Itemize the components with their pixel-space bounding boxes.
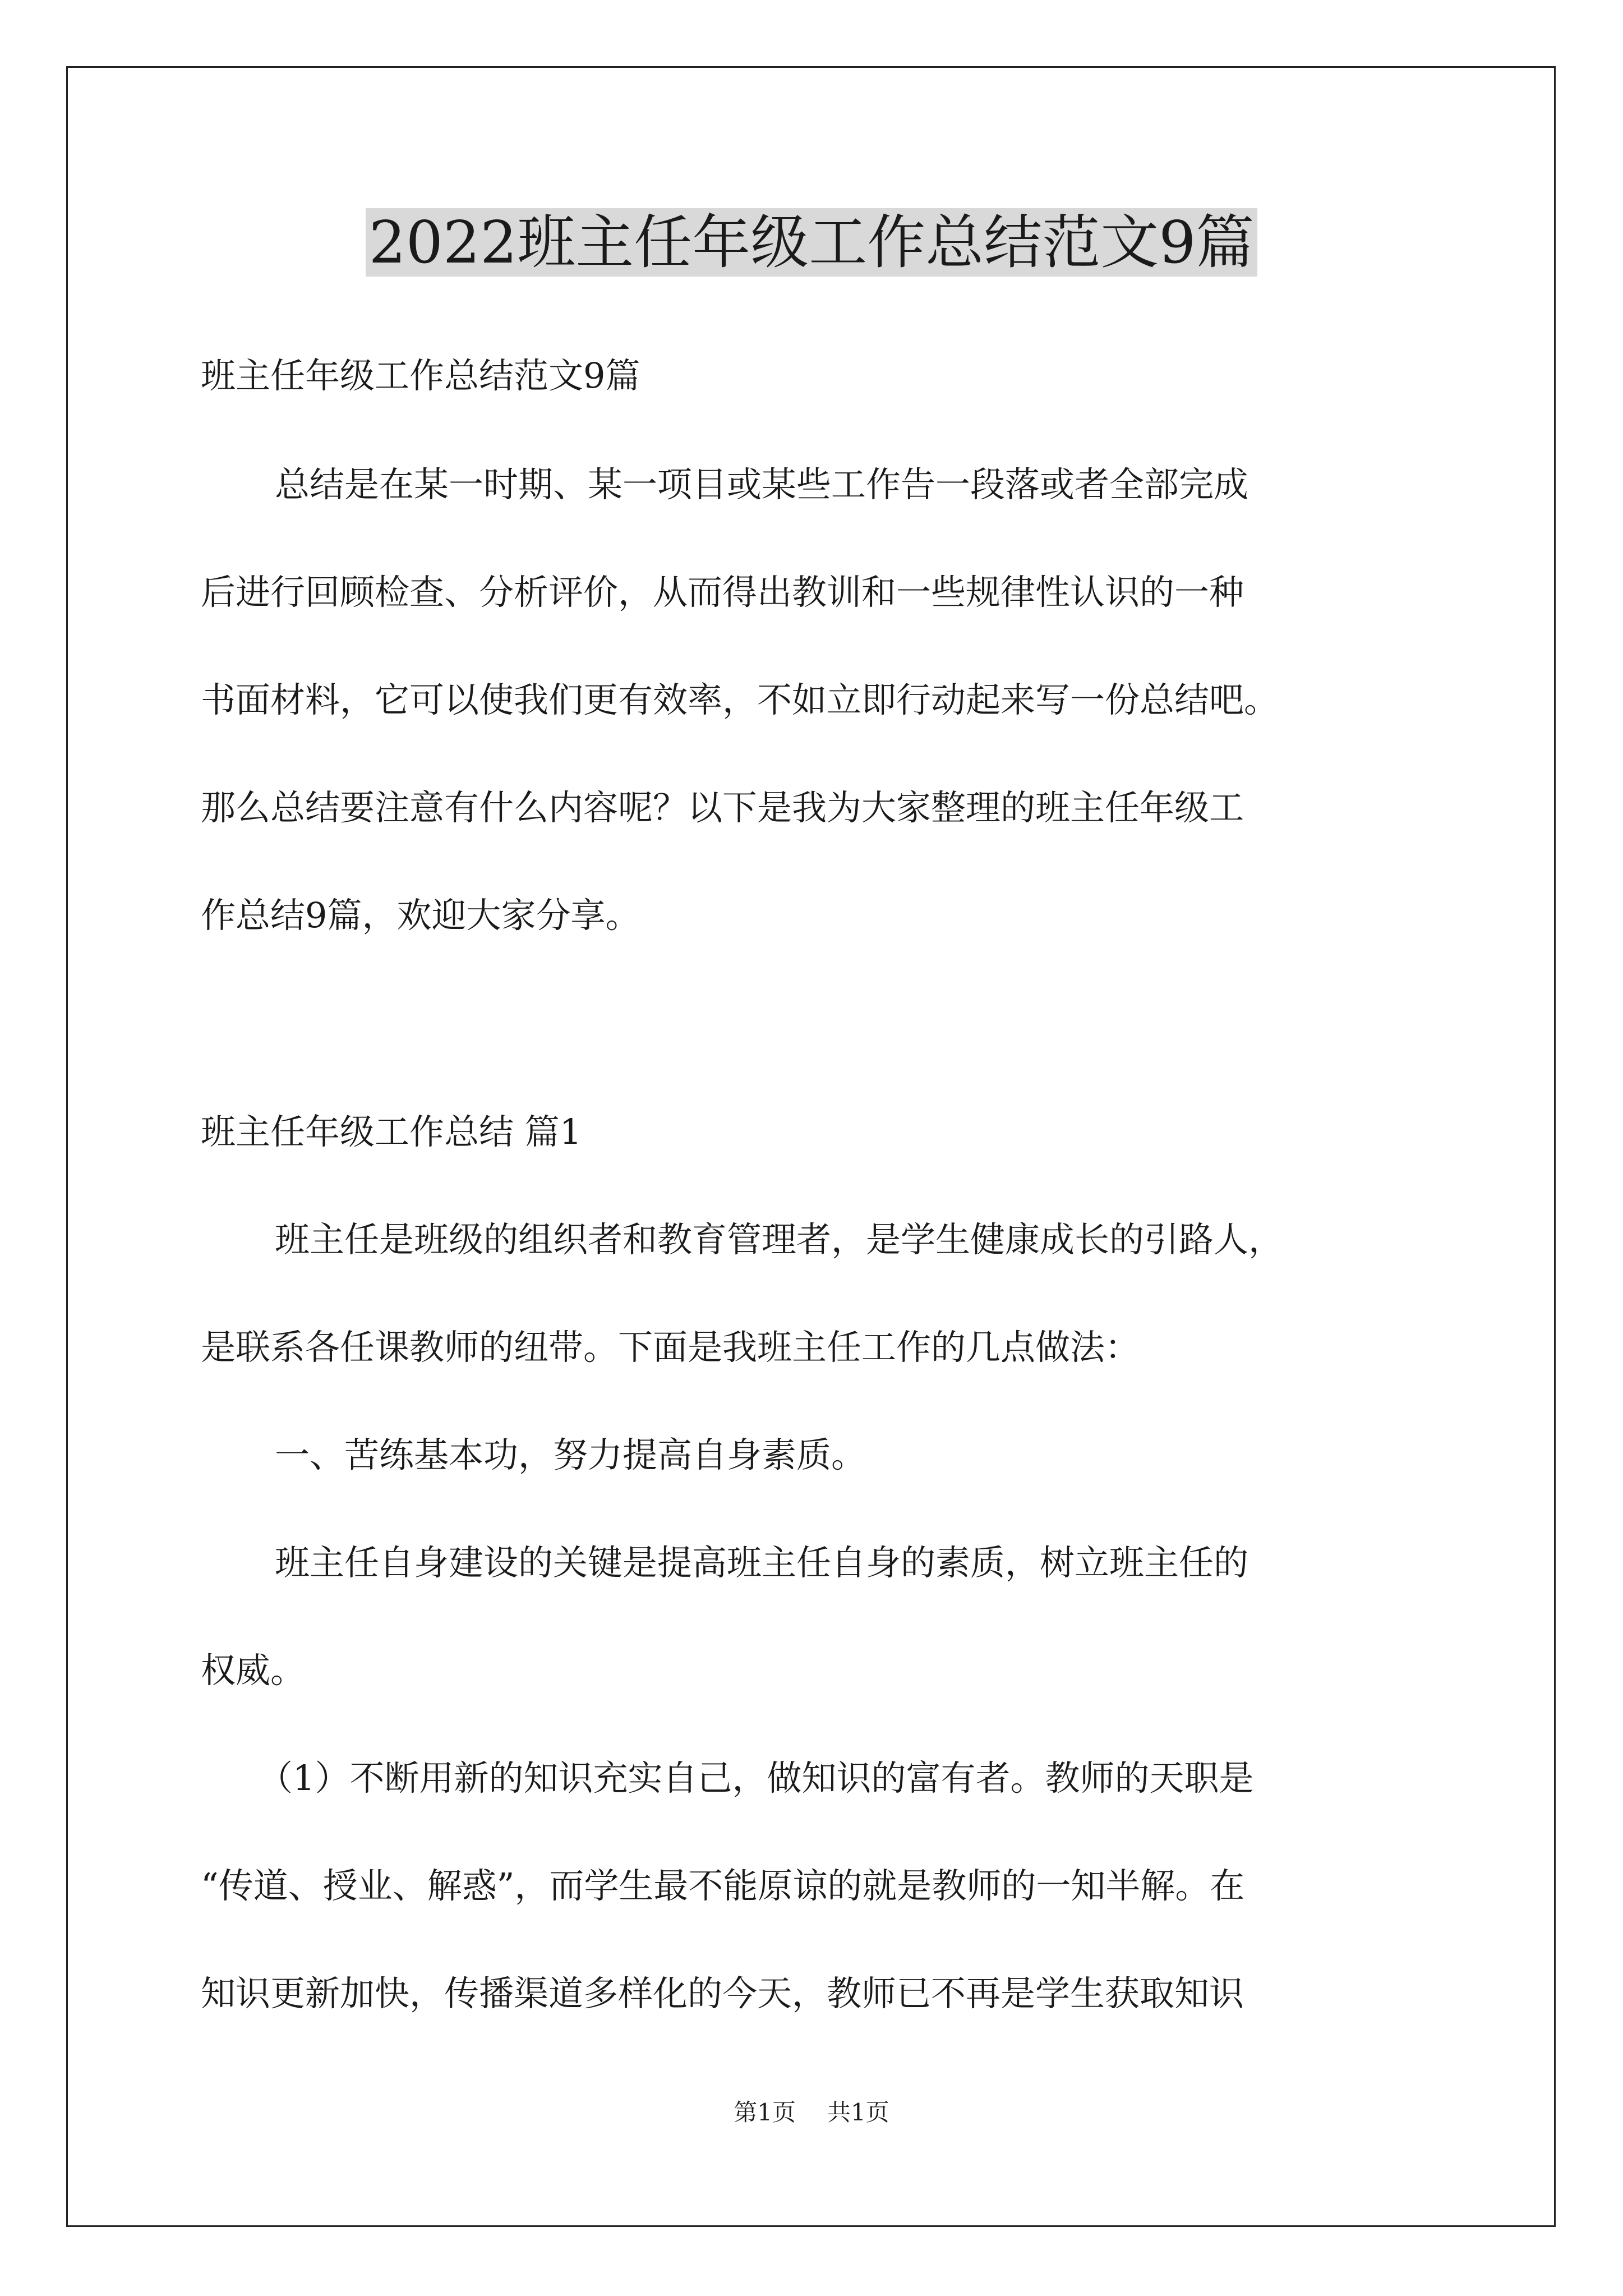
document-title-text: 2022班主任年级工作总结范文9篇	[366, 208, 1258, 277]
body-line: “传道、授业、解惑”，而学生最不能原谅的就是教师的一知半解。在	[201, 1865, 1245, 1906]
page-footer	[0, 2097, 1623, 2128]
body-line: （1）不断用新的知识充实自己，做知识的富有者。教师的天职是	[258, 1757, 1254, 1798]
intro-line: 书面材料，它可以使我们更有效率，不如立即行动起来写一份总结吧。	[201, 679, 1279, 720]
document-title	[0, 203, 1623, 282]
intro-line: 那么总结要注意有什么内容呢？以下是我为大家整理的班主任年级工	[201, 787, 1244, 828]
document-subtitle: 班主任年级工作总结范文9篇	[201, 355, 640, 396]
page-total: 共1页	[827, 2099, 889, 2126]
intro-line: 作总结9篇，欢迎大家分享。	[201, 895, 640, 936]
body-line: 是联系各任课教师的纽带。下面是我班主任工作的几点做法：	[201, 1327, 1140, 1368]
intro-line: 后进行回顾检查、分析评价，从而得出教训和一些规律性认识的一种	[201, 572, 1244, 613]
intro-line: 总结是在某一时期、某一项目或某些工作告一段落或者全部完成	[275, 464, 1249, 505]
page-number: 第1页	[734, 2099, 796, 2126]
body-line: 知识更新加快，传播渠道多样化的今天，教师已不再是学生获取知识	[201, 1973, 1244, 2014]
body-line: 一、苦练基本功，努力提高自身素质。	[275, 1434, 866, 1475]
section-heading: 班主任年级工作总结 篇1	[201, 1111, 582, 1152]
body-line: 班主任自身建设的关键是提高班主任自身的素质，树立班主任的	[275, 1542, 1249, 1583]
body-line: 班主任是班级的组织者和教育管理者，是学生健康成长的引路人，	[275, 1219, 1284, 1260]
body-line: 权威。	[201, 1650, 306, 1691]
